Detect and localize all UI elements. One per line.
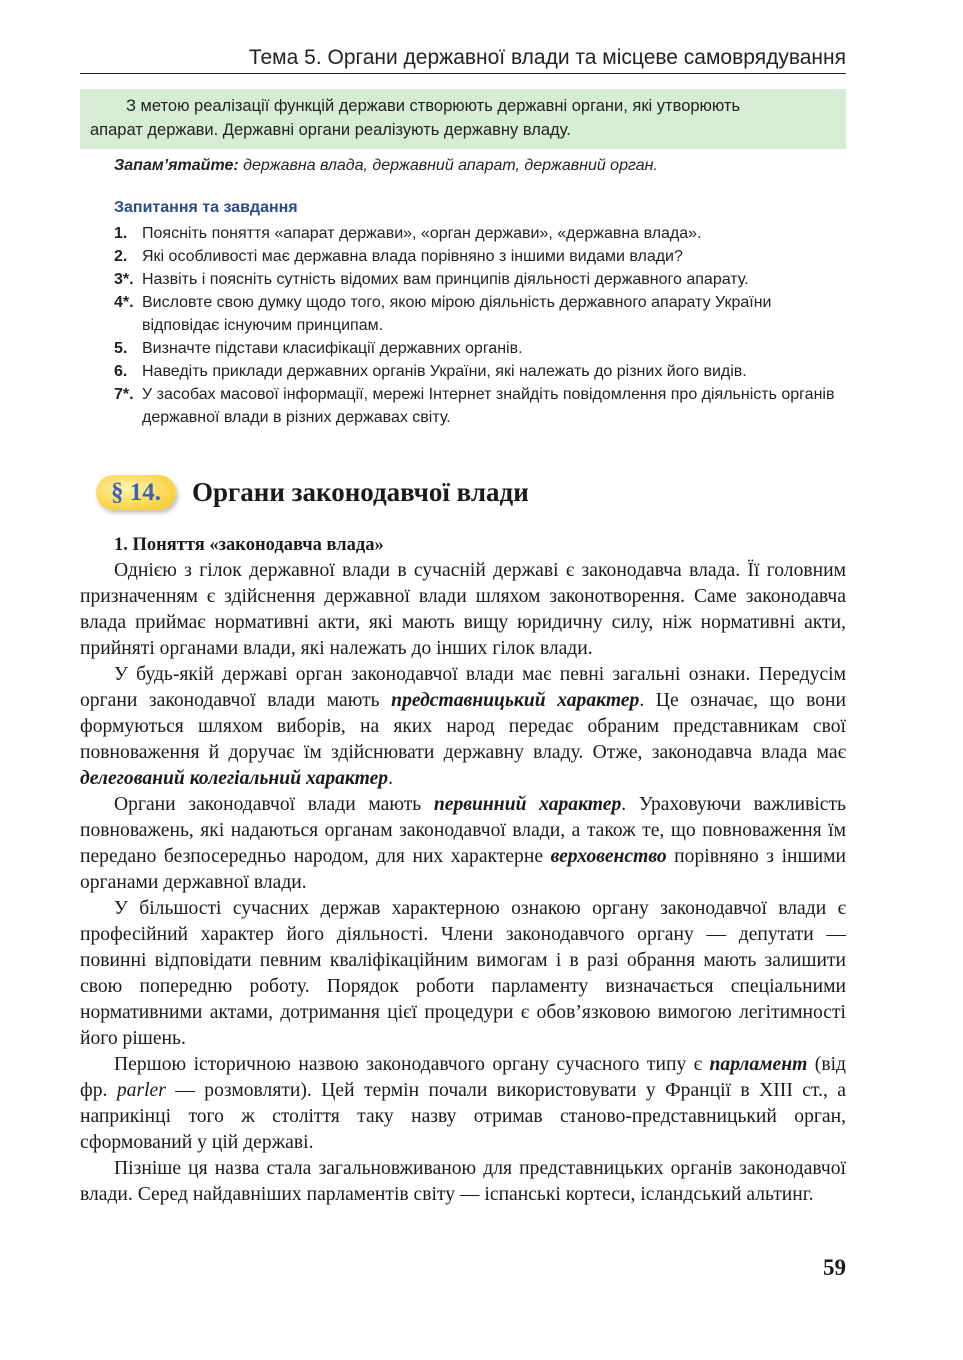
- paragraph: Першою історичною назвою законодавчого органу сучасного типу є парламент (від фр. parler — розмовляти). Цей термін почали використовувати у Франції в XIII ст., а наприкінці того ж століття таку назву отримав станово-представницький орган, сформований у цій державі.: [80, 1054, 847, 1153]
- question-number: 3*.: [114, 271, 134, 288]
- question-item: [114, 222, 846, 245]
- term-emphasis: представницький характер: [391, 690, 640, 711]
- intro-line-2: апарат держави. Державні органи реалізують державну владу.: [90, 121, 571, 139]
- section-title: Органи законодавчої влади: [192, 477, 529, 507]
- question-text: Наведіть приклади державних органів України, які належать до різних його видів.: [142, 363, 747, 380]
- section-badge: § 14.: [96, 475, 176, 510]
- question-number: 1.: [114, 225, 128, 242]
- question-item: [114, 245, 846, 268]
- term-emphasis: первинний характер: [433, 794, 622, 815]
- paragraph: У будь-якій державі орган законодавчої влади має певні загальні ознаки. Передусім органи законодавчої влади мають представницький характер. Це означає, що вони формуються шляхом виборів, на яких народ передає обраним представникам свої повноваження й доручає їм здійснювати державну владу. Отже, законодавча влада має делегований колегіальний характер.: [80, 664, 846, 789]
- questions-list: [114, 222, 846, 429]
- running-header: Тема 5. Органи державної влади та місцеве самоврядування: [248, 46, 846, 69]
- header-divider: [80, 73, 846, 74]
- term-emphasis: верховенство: [550, 846, 667, 867]
- subsection-title: 1. Поняття «законодавча влада»: [114, 535, 384, 555]
- remember-label: Запам’ятайте:: [114, 157, 239, 174]
- paragraph: У більшості сучасних держав характерною ознакою органу законодавчої влади є професійний характер його діяльності. Члени законодавчого органу — депутати — повинні відповідати певним кваліфікаційним вимогам і в разі обрання мають залишити свою попередню роботу. Порядок роботи парламенту визначається спеціальними нормативними актами, дотримання цієї процедури є обов’язковою вимогою легітимності його рішень.: [80, 898, 846, 1049]
- intro-box: [80, 89, 846, 149]
- question-text: У засобах масової інформації, мережі Інтернет знайдіть повідомлення про діяльність органів державної влади в різних державах світу.: [142, 386, 835, 426]
- paragraph: Пізніше ця назва стала загальновживаною для представницьких органів законодавчої влади. Серед найдавніших парламентів світу — іспанські кортеси, ісландський альтинг.: [80, 1158, 846, 1205]
- question-item: [114, 291, 846, 337]
- question-item: [114, 360, 846, 383]
- term-emphasis: парламент: [709, 1054, 808, 1075]
- question-number: 6.: [114, 363, 128, 380]
- question-number: 2.: [114, 248, 128, 265]
- question-text: Поясніть поняття «апарат держави», «орган держави», «державна влада».: [142, 225, 702, 242]
- remember-terms: державна влада, державний апарат, державний орган.: [238, 157, 658, 174]
- section-heading: [96, 475, 529, 510]
- question-number: 4*.: [114, 294, 134, 311]
- questions-title: Запитання та завдання: [114, 199, 298, 216]
- paragraph: Однією з гілок державної влади в сучасній державі є законодавча влада. Її головним призначенням є здійснення державної влади шляхом законотворення. Саме законодавча влада приймає нормативні акти, які мають вищу юридичну силу, ніж нормативні акти, прийняті органами влади, які належать до інших гілок влади.: [80, 560, 846, 659]
- question-text: Визначте підстави класифікації державних органів.: [142, 340, 523, 357]
- page-number: 59: [823, 1255, 846, 1280]
- question-text: Назвіть і поясніть сутність відомих вам принципів діяльності державного апарату.: [142, 271, 749, 288]
- question-item: [114, 383, 846, 429]
- question-number: 7*.: [114, 386, 134, 403]
- intro-line-1: З метою реалізації функцій держави створюють державні органи, які утворюють: [126, 97, 741, 115]
- question-item: [114, 268, 846, 291]
- remember-note: [114, 157, 846, 175]
- question-text: Висловте свою думку щодо того, якою мірою діяльність державного апарату України відповідає існуючим принципам.: [142, 294, 772, 334]
- question-text: Які особливості має державна влада порівняно з іншими видами влади?: [142, 248, 683, 265]
- question-number: 5.: [114, 340, 128, 357]
- term-emphasis: делегований колегіальний характер: [80, 768, 389, 789]
- foreign-word: parler: [116, 1080, 166, 1101]
- question-item: [114, 337, 846, 360]
- section-body: [80, 532, 846, 1208]
- paragraph: Органи законодавчої влади мають первинний характер. Ураховуючи важливість повноважень, які надаються органам законодавчої влади, а також те, що повноваження їм передано безпосередньо народом, для них характерне верховенство порівняно з іншими органами державної влади.: [80, 794, 846, 893]
